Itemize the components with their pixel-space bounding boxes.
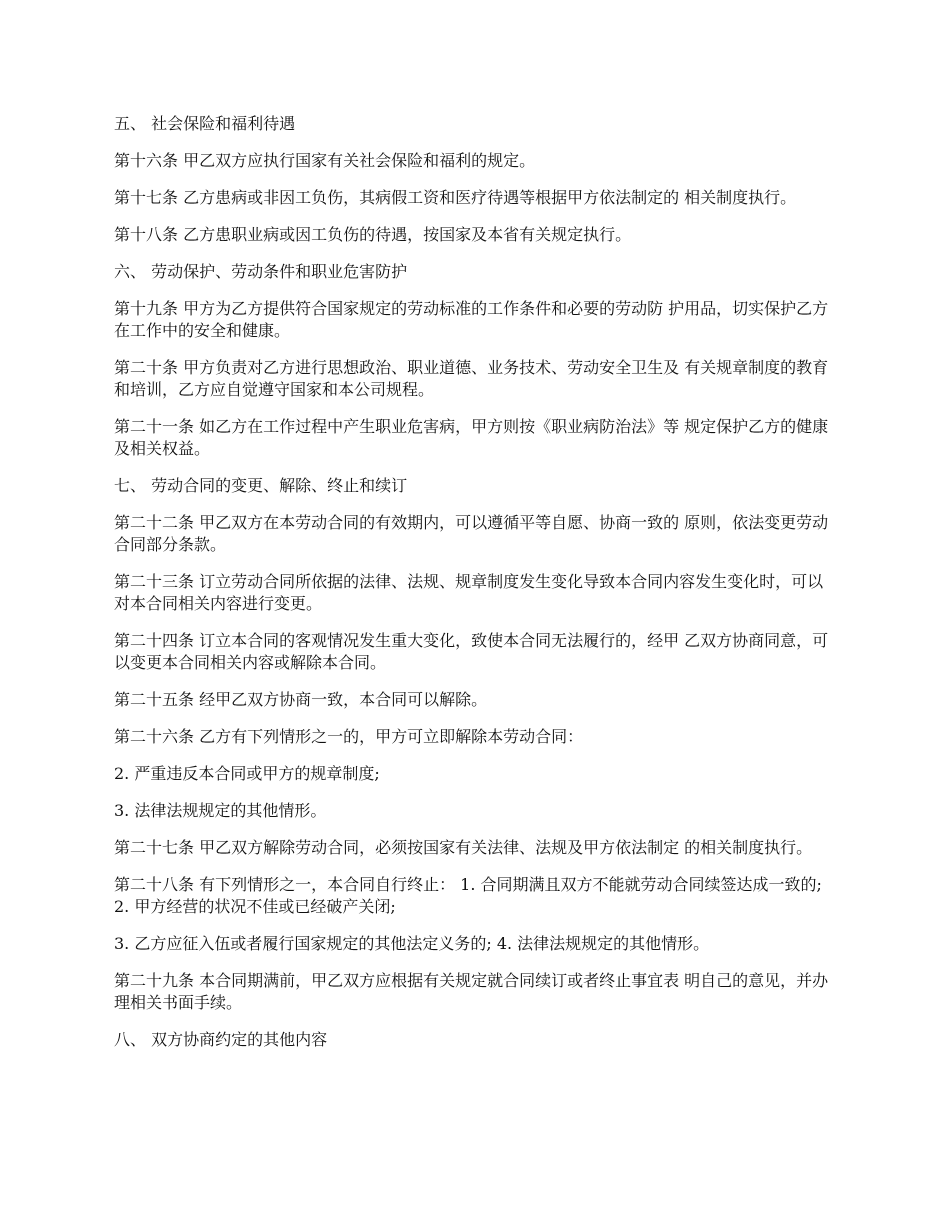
article-25: 第二十五条 经甲乙双方协商一致，本合同可以解除。 — [114, 690, 488, 709]
article-28: 第二十八条 有下列情形之一，本合同自行终止： 1. 合同期满且双方不能就劳动合同续签达成一致的; 2. 甲方经营的状况不佳或已经破产关闭; — [114, 875, 822, 916]
article-18: 第十八条 乙方患职业病或因工负伤的待遇，按国家及本省有关规定执行。 — [114, 225, 632, 244]
article-26: 第二十六条 乙方有下列情形之一的，甲方可立即解除本劳动合同： — [114, 727, 584, 746]
article-23: 第二十三条 订立劳动合同所依据的法律、法规、规章制度发生变化导致本合同内容发生变化时，可以对本合同相关内容进行变更。 — [114, 572, 824, 613]
article-26-item-3: 3. 法律法规规定的其他情形。 — [114, 801, 327, 820]
article-22: 第二十二条 甲乙双方在本劳动合同的有效期内，可以遵循平等自愿、协商一致的 原则，依法变更劳动合同部分条款。 — [114, 513, 829, 554]
article-19: 第十九条 甲方为乙方提供符合国家规定的劳动标准的工作条件和必要的劳动防 护用品，切实保护乙方在工作中的安全和健康。 — [114, 299, 829, 340]
article-21: 第二十一条 如乙方在工作过程中产生职业危害病，甲方则按《职业病防治法》等 规定保护乙方的健康及相关权益。 — [114, 417, 829, 458]
article-26-item-2: 2. 严重违反本合同或甲方的规章制度; — [114, 764, 380, 783]
document-body — [114, 113, 830, 1066]
article-28-items-3-4: 3. 乙方应征入伍或者履行国家规定的其他法定义务的; 4. 法律法规规定的其他情形。 — [114, 934, 710, 953]
article-17: 第十七条 乙方患病或非因工负伤，其病假工资和医疗待遇等根据甲方依法制定的 相关制度执行。 — [114, 188, 797, 207]
section-heading-other-terms: 八、 双方协商约定的其他内容 — [114, 1030, 328, 1049]
article-29: 第二十九条 本合同期满前，甲乙双方应根据有关规定就合同续订或者终止事宜表 明自己的意见，并办理相关书面手续。 — [114, 971, 829, 1012]
article-24: 第二十四条 订立本合同的客观情况发生重大变化，致使本合同无法履行的，经甲 乙双方协商同意，可以变更本合同相关内容或解除本合同。 — [114, 631, 829, 672]
section-heading-social-insurance: 五、 社会保险和福利待遇 — [114, 114, 296, 133]
article-16: 第十六条 甲乙双方应执行国家有关社会保险和福利的规定。 — [114, 151, 536, 170]
section-heading-contract-change: 七、 劳动合同的变更、解除、终止和续订 — [114, 476, 408, 495]
section-heading-labor-protection: 六、 劳动保护、劳动条件和职业危害防护 — [114, 262, 408, 281]
article-27: 第二十七条 甲乙双方解除劳动合同，必须按国家有关法律、法规及甲方依法制定 的相关制度执行。 — [114, 838, 813, 857]
article-20: 第二十条 甲方负责对乙方进行思想政治、职业道德、业务技术、劳动安全卫生及 有关规章制度的教育和培训，乙方应自觉遵守国家和本公司规程。 — [114, 358, 829, 399]
